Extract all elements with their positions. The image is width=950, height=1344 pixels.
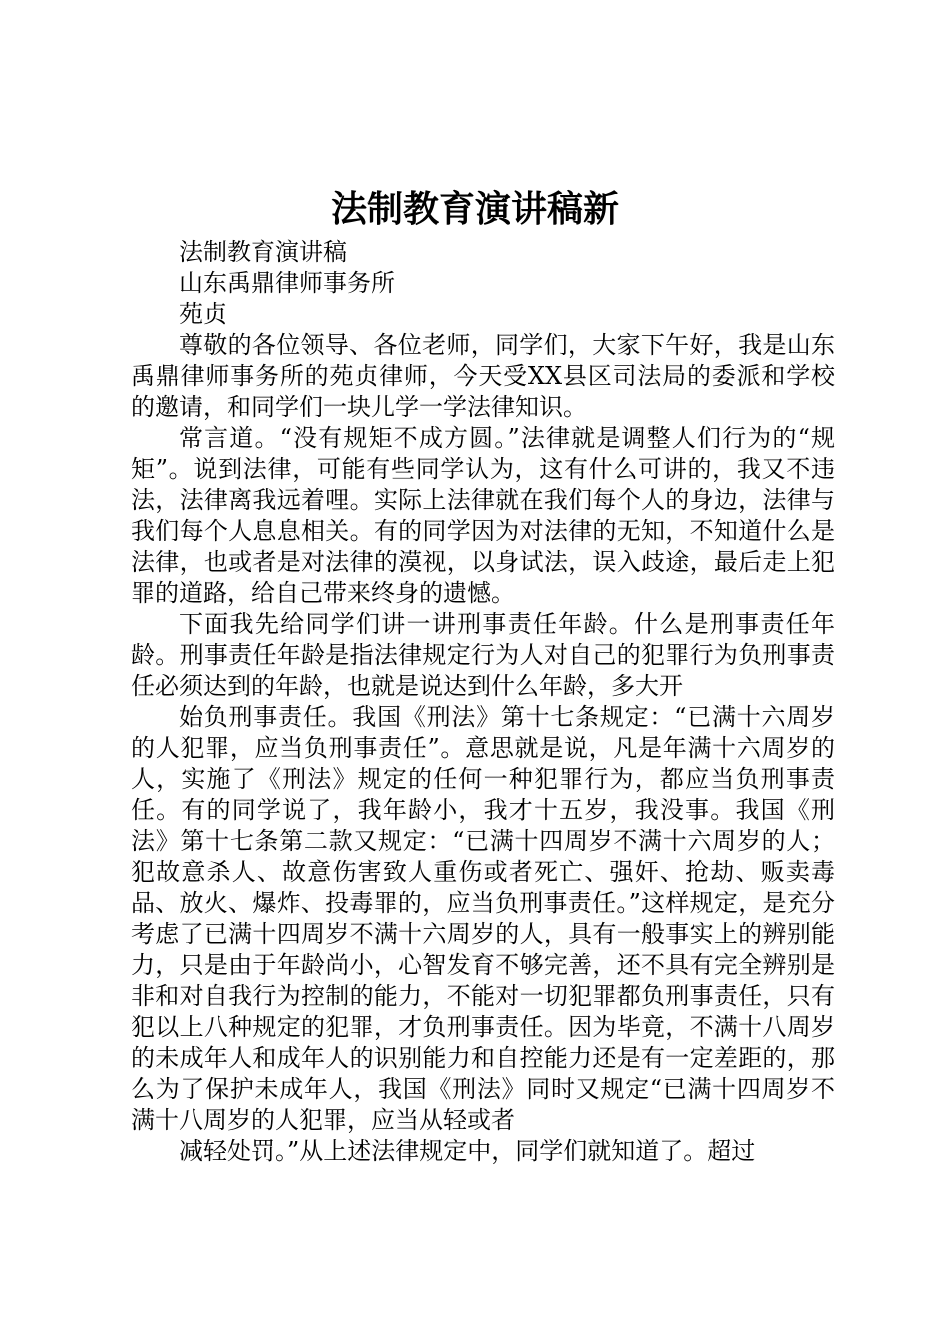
paragraph-speech-title: 法制教育演讲稿 [179,238,347,266]
paragraph-greeting: 尊敬的各位领导、各位老师，同学们，大家下午好，我是山东禹鼎律师事务所的苑贞律师，今天受XX县区司法局的委派和学校的邀请，和同学们一块儿学一学法律知识。 [131,331,835,421]
document-body [131,237,835,1167]
paragraph-law-firm: 山东禹鼎律师事务所 [179,269,395,297]
document-title: 法制教育演讲稿新 [330,188,619,230]
paragraph-criminal-law-article: 始负刑事责任。我国《刑法》第十七条规定：“已满十六周岁的人犯罪，应当负刑事责任”。意思就是说，凡是年满十六周岁的人，实施了《刑法》规定的任何一种犯罪行为，都应当负刑事责任。有的同学说了，我年龄小，我才十五岁，我没事。我国《刑法》第十七条第二款又规定：“已满十四周岁不满十六周岁的人；犯故意杀人、故意伤害致人重伤或者死亡、强奸、抢劫、贩卖毒品、放火、爆炸、投毒罪的，应当负刑事责任。”这样规定，是充分考虑了已满十四周岁不满十六周岁的人，具有一般事实上的辨别能力，只是由于年龄尚小，心智发育不够完善，还不具有完全辨别是非和对自我行为控制的能力，不能对一切犯罪都负刑事责任，只有犯以上八种规定的犯罪，才负刑事责任。因为毕竟，不满十八周岁的未成年人和成年人的识别能力和自控能力还是有一定差距的，那么为了保护未成年人，我国《刑法》同时又规定“已满十四周岁不满十八周岁的人犯罪，应当从轻或者 [131,703,835,1134]
paragraph-rules: 常言道。“没有规矩不成方圆。”法律就是调整人们行为的“规矩”。说到法律，可能有些同学认为，这有什么可讲的，我又不违法，法律离我远着哩。实际上法律就在我们每个人的身边，法律与我们每个人息息相关。有的同学因为对法律的无知，不知道什么是法律，也或者是对法律的漠视，以身试法，误入歧途，最后走上犯罪的道路，给自己带来终身的遗憾。 [131,424,835,607]
paragraph-conclusion-start: 减轻处罚。”从上述法律规定中，同学们就知道了。超过 [179,1137,756,1165]
paragraph-speaker: 苑贞 [179,300,227,328]
paragraph-criminal-age-intro: 下面我先给同学们讲一讲刑事责任年龄。什么是刑事责任年龄。刑事责任年龄是指法律规定行为人对自己的犯罪行为负刑事责任必须达到的年龄，也就是说达到什么年龄，多大开 [131,610,835,700]
